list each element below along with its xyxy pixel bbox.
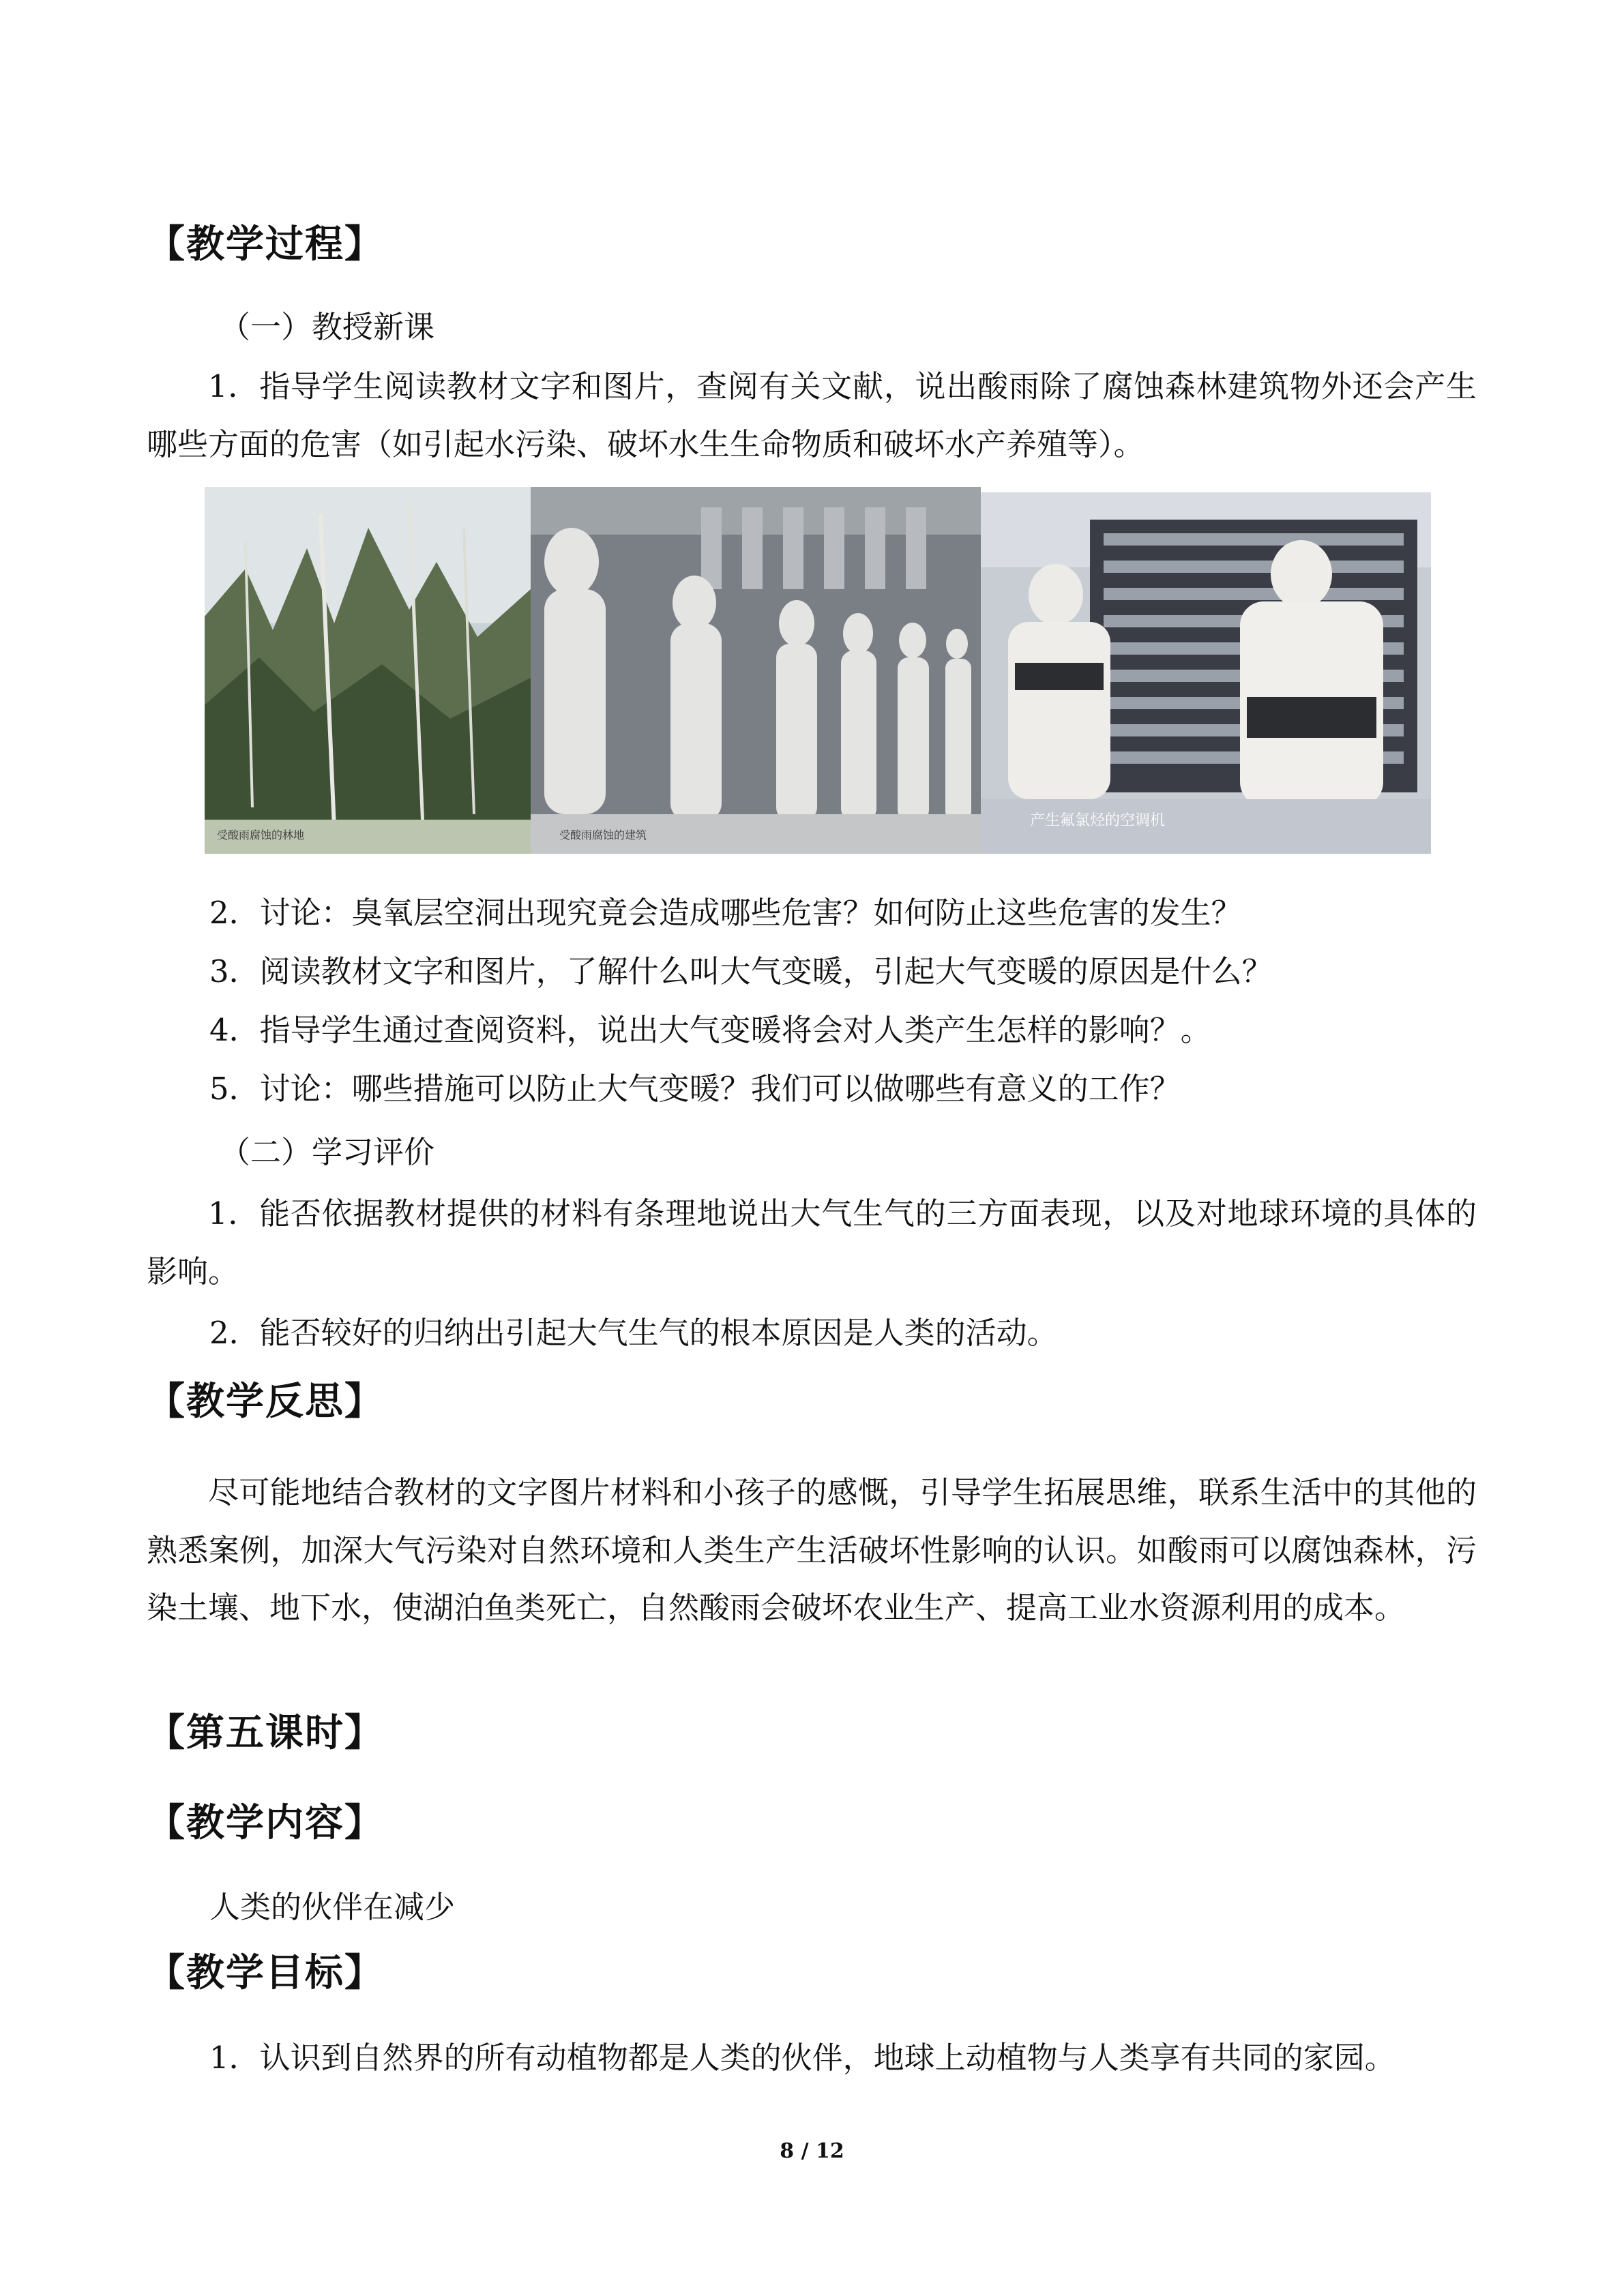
cathedral-statues-photo (531, 487, 981, 854)
section-title-new-lesson: （一）教授新课 (220, 309, 435, 345)
heading-teaching-process: 【教学过程】 (147, 222, 384, 267)
paragraph-reflection: 尽可能地结合教材的文字图片材料和小孩子的感慨，引导学生拓展思维，联系生活中的其他的熟悉案例，加深大气污染对自然环境和人类生产生活破坏性影响的认识。如酸雨可以腐蚀森林，污染土壤、地下水，使湖泊鱼类死亡，自然酸雨会破坏农业生产、提高工业水资源利用的成本。 (147, 1474, 1477, 1626)
caption-building: 受酸雨腐蚀的建筑 (559, 829, 647, 841)
heading-teaching-goals: 【教学目标】 (147, 1950, 384, 1995)
page-number: 8 / 12 (780, 2139, 844, 2163)
caption-air-conditioner: 产生氟氯烃的空调机 (1030, 812, 1166, 829)
paragraph-content: 人类的伙伴在减少 (209, 1889, 456, 1925)
section-title-evaluation: （二）学习评价 (220, 1134, 435, 1170)
paragraph-item-4: 4．指导学生通过查阅资料，说出大气变暖将会对人类产生怎样的影响？。 (209, 1012, 1211, 1048)
air-conditioner-workers-photo (981, 492, 1431, 854)
paragraph-item-2: 2．讨论：臭氧层空洞出现究竟会造成哪些危害？如何防止这些危害的发生？ (209, 895, 1242, 931)
paragraph-item-3: 3．阅读教材文字和图片，了解什么叫大气变暖，引起大气变暖的原因是什么？ (209, 953, 1273, 989)
forest-photo (205, 487, 531, 854)
paragraph-goal-1: 1．认识到自然界的所有动植物都是人类的伙伴，地球上动植物与人类享有共同的家园。 (209, 2040, 1396, 2076)
paragraph-item-5: 5．讨论：哪些措施可以防止大气变暖？我们可以做哪些有意义的工作？ (209, 1071, 1181, 1107)
heading-teaching-reflection: 【教学反思】 (147, 1379, 384, 1424)
paragraph-eval-2: 2．能否较好的归纳出引起大气生气的根本原因是人类的活动。 (209, 1315, 1058, 1351)
heading-lesson-five: 【第五课时】 (147, 1710, 384, 1755)
paragraph-item-1: 1．指导学生阅读教材文字和图片，查阅有关文献，说出酸雨除了腐蚀森林建筑物外还会产生哪些方面的危害（如引起水污染、破坏水生生命物质和破坏水产养殖等）。 (147, 368, 1477, 462)
heading-teaching-content: 【教学内容】 (147, 1800, 384, 1845)
caption-forest: 受酸雨腐蚀的林地 (217, 829, 305, 841)
paragraph-eval-1: 1．能否依据教材提供的材料有条理地说出大气生气的三方面表现，以及对地球环境的具体的影响。 (147, 1195, 1477, 1289)
